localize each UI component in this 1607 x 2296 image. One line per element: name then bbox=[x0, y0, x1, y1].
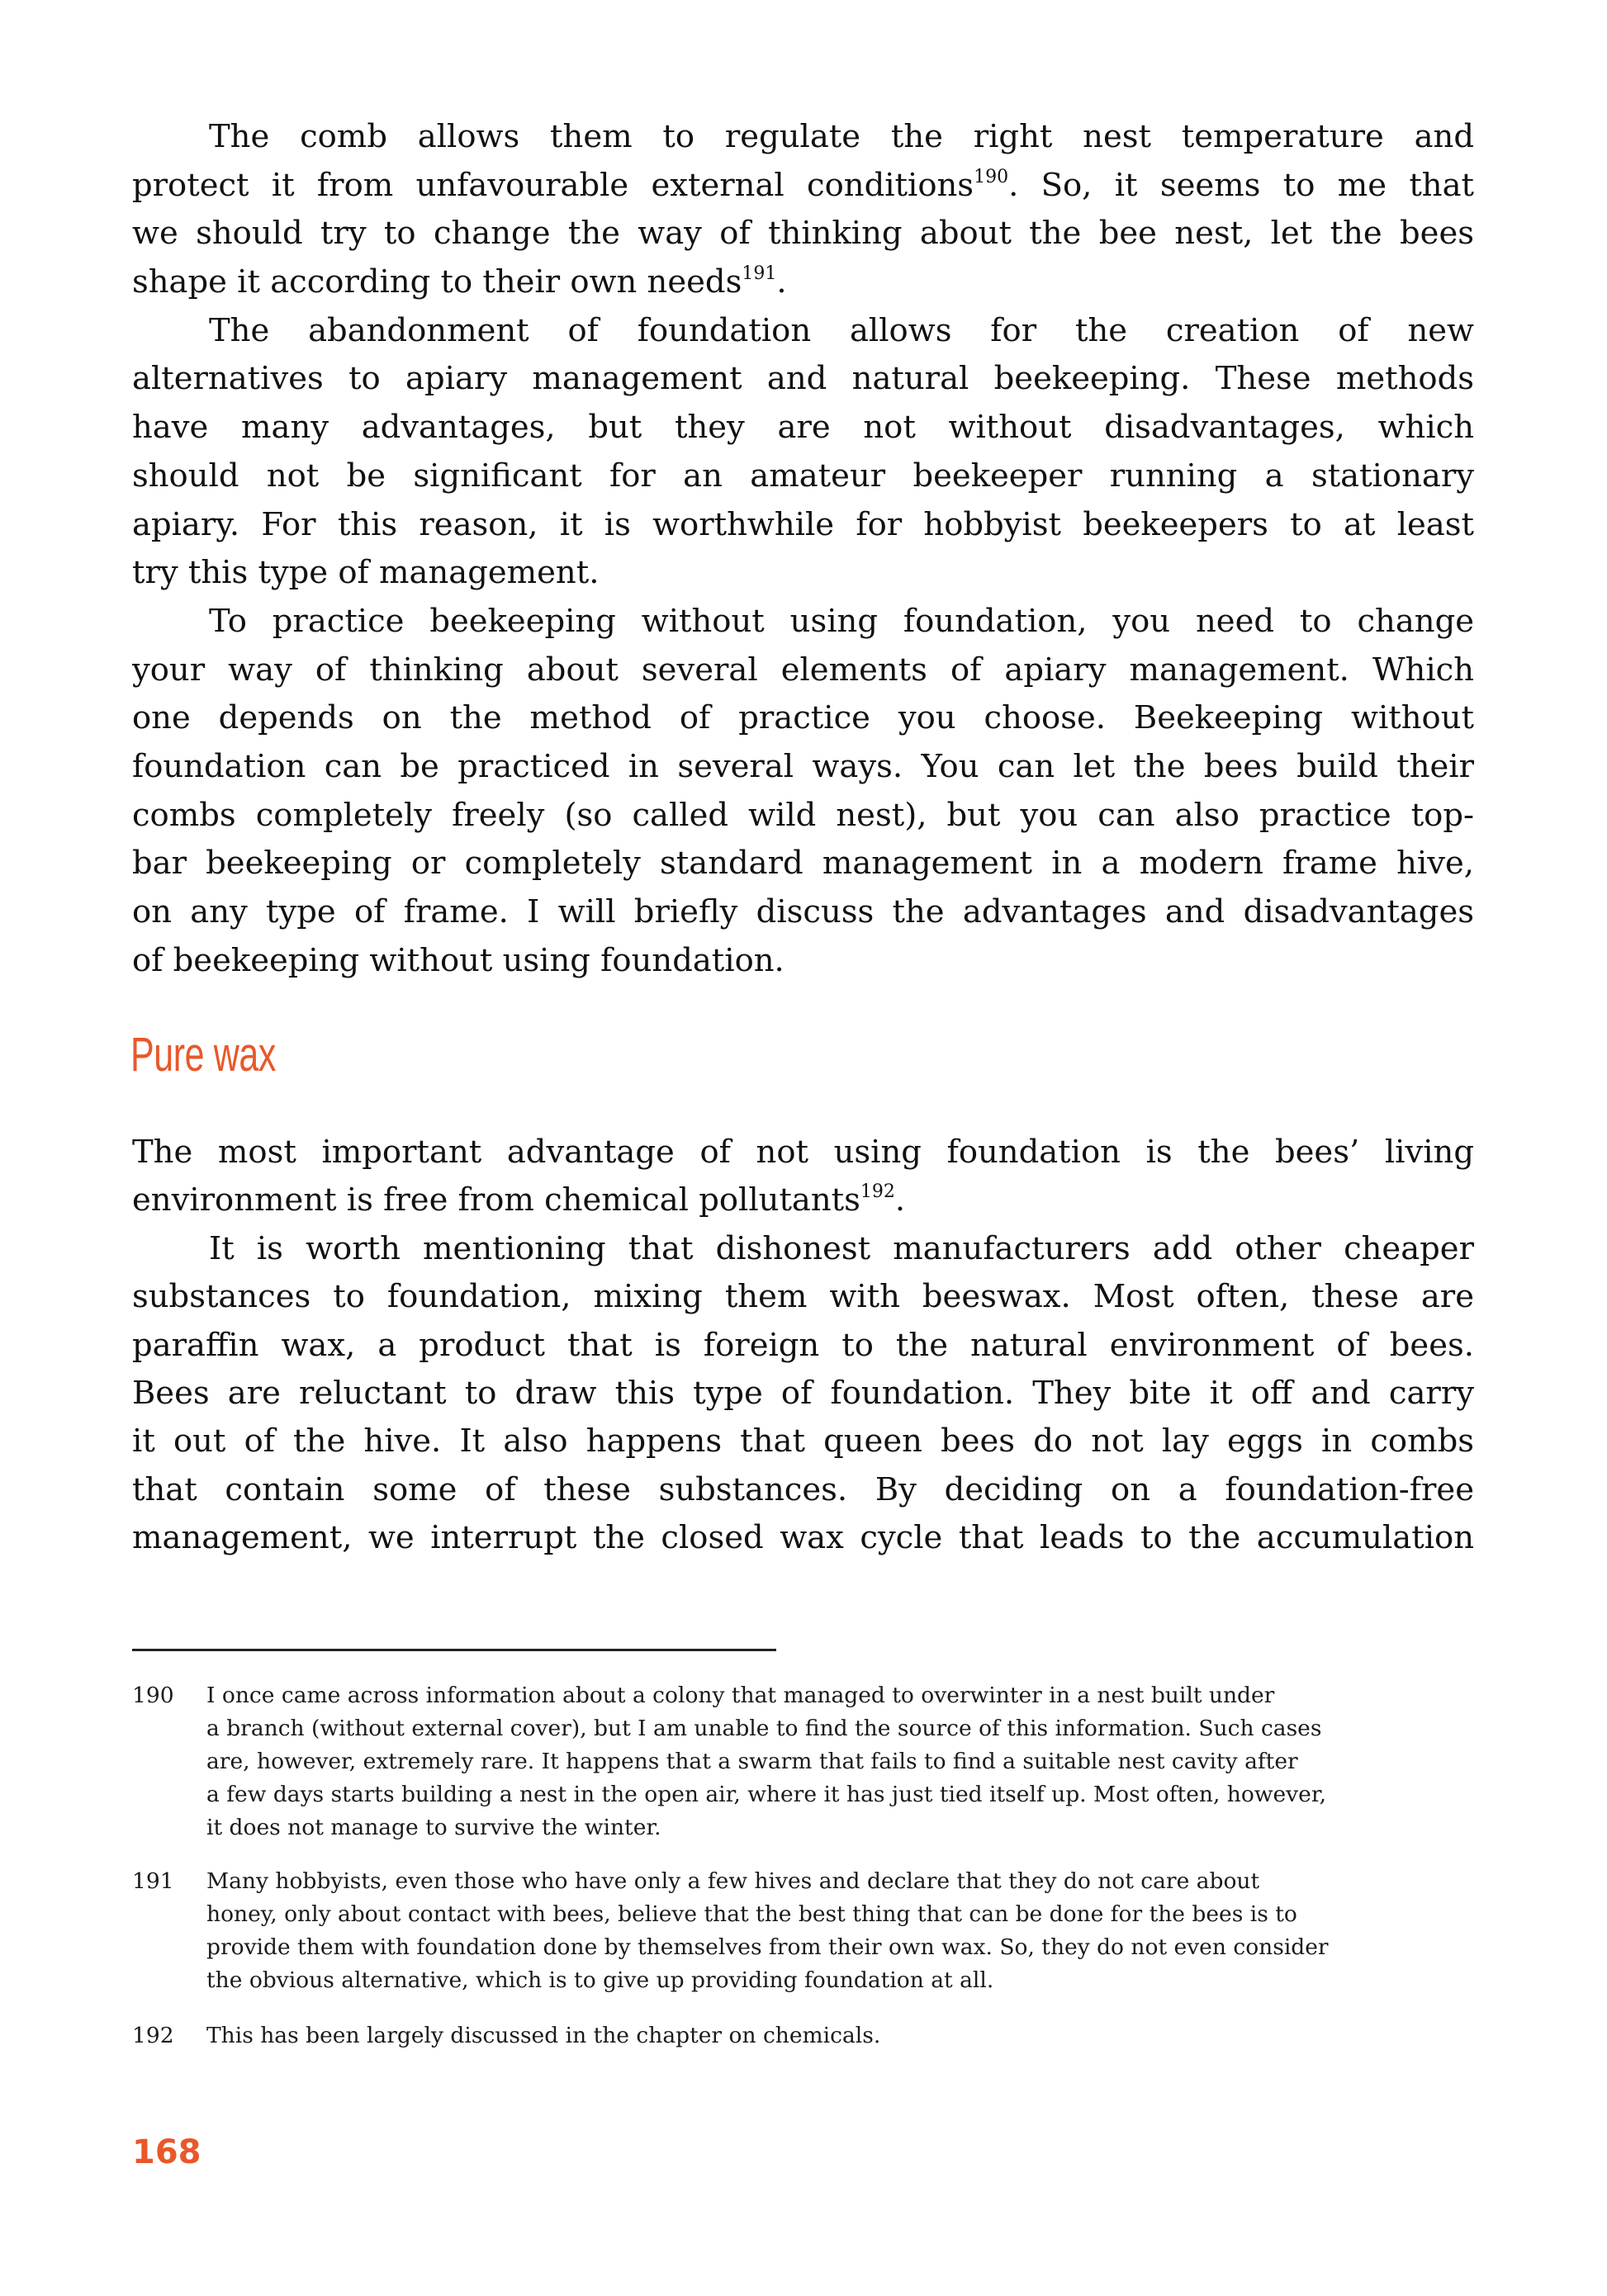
text-run: . bbox=[776, 263, 787, 301]
text-line bbox=[132, 258, 1474, 307]
footnote-number: 190 bbox=[132, 1683, 174, 1708]
text-line: management, we interrupt the closed wax cycle that leads to the accumulation bbox=[132, 1519, 1474, 1557]
footnote-ref-191[interactable]: 191 bbox=[742, 263, 777, 285]
text-line: on any type of frame. I will briefly discuss the advantages and disadvantages bbox=[132, 893, 1474, 930]
text-line: The abandonment of foundation allows for the creation of new bbox=[209, 311, 1474, 349]
text-line: one depends on the method of practice you choose. Beekeeping without bbox=[132, 699, 1474, 737]
body-section-1 bbox=[132, 113, 1474, 985]
text-line: alternatives to apiary management and natural beekeeping. These methods bbox=[132, 360, 1474, 398]
paragraph bbox=[132, 307, 1474, 598]
text-line: Bees are reluctant to draw this type of foundation. They bite it off and carry bbox=[132, 1374, 1474, 1412]
text-line: it out of the hive. It also happens that queen bees do not lay eggs in combs bbox=[132, 1423, 1474, 1460]
text-line: It is worth mentioning that dishonest manufacturers add other cheaper bbox=[209, 1229, 1474, 1267]
text-line: we should try to change the way of thinking about the bee nest, let the bees bbox=[132, 215, 1474, 253]
text-run: shape it according to their own needs bbox=[132, 263, 742, 301]
footnote-ref-190[interactable]: 190 bbox=[974, 166, 1009, 187]
footnote-text bbox=[206, 1679, 1474, 1844]
text-line: provide them with foundation done by themselves from their own wax. So, they do not even consider bbox=[206, 1934, 1329, 1960]
text-line: have many advantages, but they are not without disadvantages, which bbox=[132, 409, 1474, 447]
section-heading: Pure wax bbox=[130, 1028, 276, 1082]
paragraph bbox=[132, 598, 1474, 986]
text-line: honey, only about contact with bees, believe that the best thing that can be done for the bees is to bbox=[206, 1901, 1297, 1927]
text-line bbox=[132, 162, 1474, 211]
text-line: a branch (without external cover), but I am unable to find the source of this information. Such cases bbox=[206, 1716, 1322, 1741]
footnote-separator bbox=[132, 1649, 776, 1651]
text-line: substances to foundation, mixing them with beeswax. Most often, these are bbox=[132, 1278, 1474, 1316]
footnote-number: 192 bbox=[132, 2023, 174, 2048]
text-run: . bbox=[894, 1181, 906, 1219]
body-section-2 bbox=[132, 1129, 1474, 1563]
text-line: apiary. For this reason, it is worthwhile for hobbyist beekeepers to at least bbox=[132, 505, 1474, 543]
text-line: that contain some of these substances. By deciding on a foundation-free bbox=[132, 1470, 1474, 1508]
text-line: the obvious alternative, which is to give up providing foundation at all. bbox=[206, 1967, 994, 1993]
page-number: 168 bbox=[132, 2133, 201, 2171]
paragraph bbox=[132, 1225, 1474, 1563]
text-run: environment is free from chemical pollutants bbox=[132, 1181, 860, 1219]
footnote-text bbox=[206, 2019, 1474, 2052]
footnote-ref-192[interactable]: 192 bbox=[860, 1181, 895, 1203]
text-line: should not be significant for an amateur beekeeper running a stationary bbox=[132, 457, 1474, 495]
text-line: I once came across information about a colony that managed to overwinter in a nest built under bbox=[206, 1683, 1275, 1708]
text-line: To practice beekeeping without using foundation, you need to change bbox=[209, 602, 1474, 640]
paragraph bbox=[132, 1129, 1474, 1225]
text-line: of beekeeping without using foundation. bbox=[132, 941, 785, 979]
text-line: your way of thinking about several elements of apiary management. Which bbox=[132, 651, 1474, 689]
text-line: This has been largely discussed in the chapter on chemicals. bbox=[206, 2023, 881, 2048]
text-line: foundation can be practiced in several ways. You can let the bees build their bbox=[132, 747, 1474, 785]
text-line: combs completely freely (so called wild nest), but you can also practice top- bbox=[132, 796, 1474, 834]
paragraph bbox=[132, 113, 1474, 307]
text-line: The comb allows them to regulate the right nest temperature and bbox=[209, 118, 1474, 155]
text-line: Many hobbyists, even those who have only a few hives and declare that they do not care about bbox=[206, 1868, 1260, 1894]
text-line: a few days starts building a nest in the open air, where it has just tied itself up. Most often, however, bbox=[206, 1782, 1327, 1807]
text-line: paraffin wax, a product that is foreign to the natural environment of bees. bbox=[132, 1326, 1474, 1364]
text-line: bar beekeeping or completely standard management in a modern frame hive, bbox=[132, 845, 1474, 883]
text-line: it does not manage to survive the winter. bbox=[206, 1815, 661, 1840]
text-line: are, however, extremely rare. It happens that a swarm that fails to find a suitable nest cavity after bbox=[206, 1749, 1298, 1774]
text-line bbox=[132, 1176, 1474, 1224]
text-run: . So, it seems to me that bbox=[1008, 166, 1475, 204]
text-line: try this type of management. bbox=[132, 554, 600, 592]
text-line: The most important advantage of not using foundation is the bees’ living bbox=[132, 1134, 1474, 1171]
text-run: protect it from unfavourable external conditions bbox=[132, 166, 974, 204]
footnote-text bbox=[206, 1865, 1474, 1997]
footnote-number: 191 bbox=[132, 1868, 174, 1894]
